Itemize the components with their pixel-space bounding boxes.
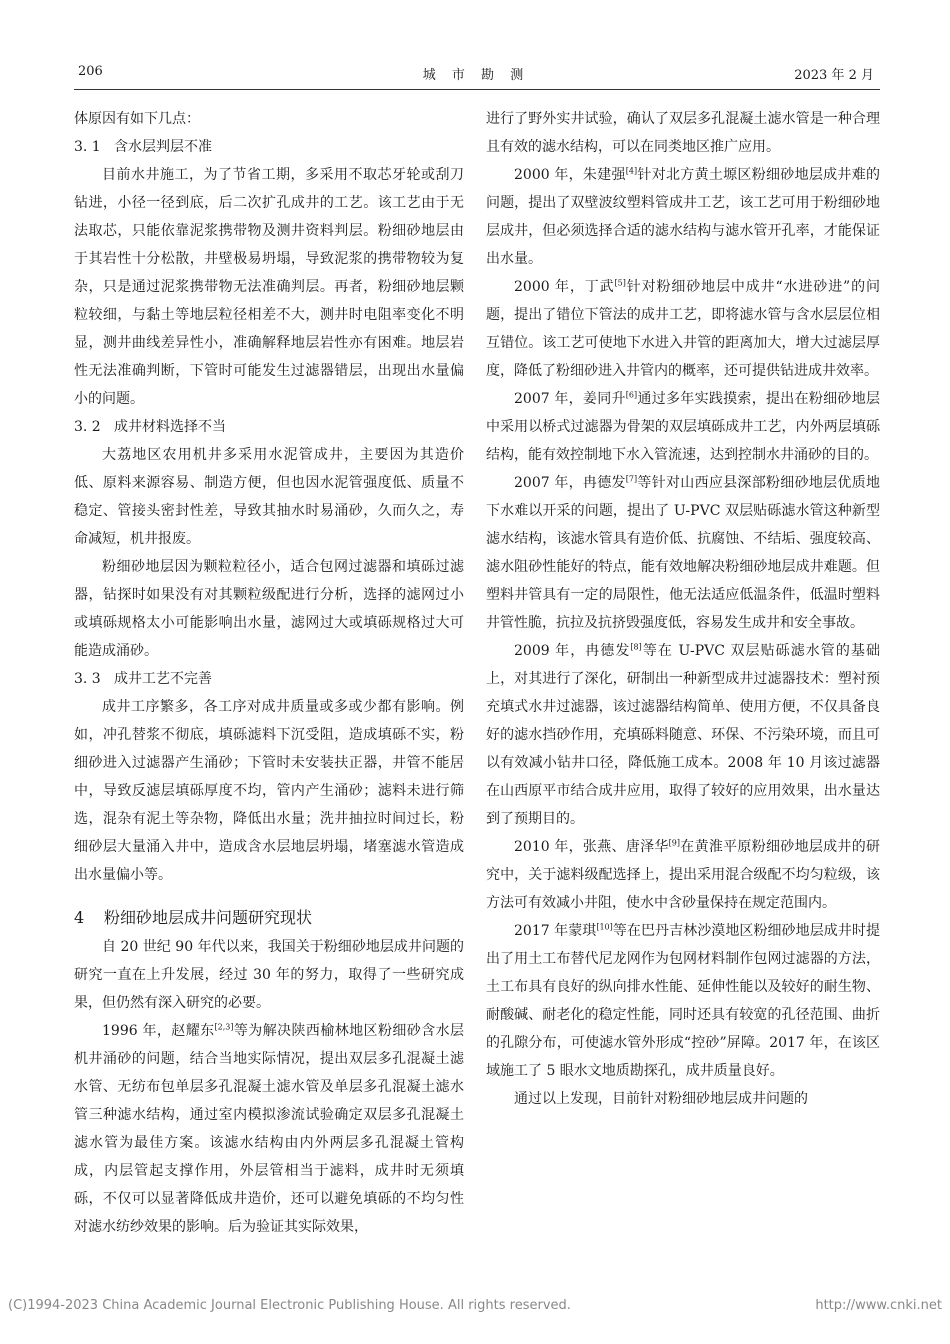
paragraph-lead: 1996 年，赵耀东 <box>102 1023 215 1039</box>
paragraph <box>74 1017 464 1241</box>
subsection-number: 3. 2 <box>74 419 101 435</box>
paragraph-body: 等在巴丹吉林沙漠地区粉细砂地层成井时提出了用土工布替代尼龙网作为包网材料制作包网过滤器的方法，土工布具有良好的纵向排水性能、延伸性能以及较好的耐生物、耐酸碱、耐老化的稳定性能，同时还具有较宽的孔径范围、曲折的孔隙分布，可使滤水管外形成“控砂”屏障。2017 年，在该区域施工了 5 眼水文地质勘探孔，成井质量良好。 <box>486 923 880 1079</box>
journal-title: 城 市 勘 测 <box>422 68 530 83</box>
subsection-number: 3. 1 <box>74 139 101 155</box>
paragraph: 通过以上发现，目前针对粉细砂地层成井问题的 <box>514 1091 808 1107</box>
citation-ref: [9] <box>668 838 680 848</box>
paragraph <box>486 161 880 273</box>
subsection-heading-3-3 <box>74 665 464 693</box>
paragraph <box>486 385 880 469</box>
paragraph-body: 在黄淮平原粉细砂地层成井的研究中，关于滤料级配选择上，提出采用混合级配不均匀粒级，该方法可有效减小井阻，使水中含砂量保持在规定范围内。 <box>486 839 880 911</box>
section-number: 4 <box>74 908 85 927</box>
paragraph-body: 针对北方黄土塬区粉细砂地层成井难的问题，提出了双壁波纹塑料管成井工艺，该工艺可用于粉细砂地层成井，但必须选择合适的滤水结构与滤水管开孔率，才能保证出水量。 <box>486 167 880 267</box>
subsection-heading-3-2 <box>74 413 464 441</box>
section-title: 粉细砂地层成井问题研究现状 <box>104 908 313 927</box>
paragraph-body: 通过多年实践摸索，提出在粉细砂地层中采用以桥式过滤器为骨架的双层填砾成井工艺，内外两层填砾结构，能有效控制地下水入管流速，达到控制水井涌砂的目的。 <box>486 391 880 463</box>
section-heading-4 <box>74 903 464 933</box>
paragraph: 粉细砂地层因为颗粒粒径小，适合包网过滤器和填砾过滤器，钻探时如果没有对其颗粒级配进行分析，选择的滤网过小或填砾规格太小可能影响出水量，滤网过大或填砾规格过大可能造成涌砂。 <box>74 559 464 659</box>
page-header <box>78 64 874 86</box>
paragraph <box>486 273 880 385</box>
paragraph-body: 等针对山西应县深部粉细砂地层优质地下水难以开采的问题，提出了 U-PVC 双层贴砾滤水管这种新型滤水结构，该滤水管具有造价低、抗腐蚀、不结垢、强度较高、滤水阻砂性能好的特点，能有效地解决粉细砂地层成井难题。但塑料井管具有一定的局限性，他无法适应低温条件，低温时塑料井管性脆，抗拉及抗挤毁强度低，容易发生成井和安全事故。 <box>486 475 880 631</box>
page-number: 206 <box>78 64 103 79</box>
copyright-notice: (C)1994-2023 China Academic Journal Electronic Publishing House. All rights reserved. <box>8 1298 571 1313</box>
paragraph: 进行了野外实井试验，确认了双层多孔混凝土滤水管是一种合理且有效的滤水结构，可以在同类地区推广应用。 <box>486 111 880 155</box>
paragraph: 大荔地区农用机井多采用水泥管成井，主要因为其造价低、原料来源容易、制造方便，但也因水泥管强度低、质量不稳定、管接头密封性差，导致其抽水时易涌砂，久而久之，寿命减短，机井报废。 <box>74 447 464 547</box>
paragraph-lead: 2000 年，朱建强 <box>514 167 626 183</box>
header-rule <box>74 89 880 90</box>
citation-ref: [8] <box>630 642 642 652</box>
paragraph-body: 等为解决陕西榆林地区粉细砂含水层机井涌砂的问题，结合当地实际情况，提出双层多孔混凝土滤水管、无纺布包单层多孔混凝土滤水管及单层多孔混凝土滤水管三种滤水结构，通过室内模拟渗流试验确定双层多孔混凝土滤水管为最佳方案。该滤水结构由内外两层多孔混凝土管构成，内层管起支撑作用，外层管相当于滤料，成井时无须填砾，不仅可以显著降低成井造价，还可以避免填砾的不均匀性对滤水纺纱效果的影响。后为验证其实际效果， <box>74 1023 464 1235</box>
left-column <box>74 105 464 1241</box>
citation-ref: [2,3] <box>214 1022 234 1032</box>
paragraph: 体原因有如下几点： <box>74 111 200 127</box>
paragraph-body: 针对粉细砂地层中成井“水进砂进”的问题，提出了错位下管法的成井工艺，即将滤水管与含水层层位相互错位。该工艺可使地下水进入井管的距离加大，增大过滤层厚度，降低了粉细砂进入井管内的概率，还可提供钻进成井效率。 <box>486 279 880 379</box>
paragraph: 目前水井施工，为了节省工期，多采用不取芯牙轮或刮刀钻进，小径一径到底，后二次扩孔成井的工艺。该工艺由于无法取芯，只能依靠泥浆携带物及测井资料判层。粉细砂地层由于其岩性十分松散，井壁极易坍塌，导致泥浆的携带物较为复杂，只是通过泥浆携带物无法准确判层。再者，粉细砂地层颗粒较细，与黏土等地层粒径相差不大，测井时电阻率变化不明显，测井曲线差异性小，准确解释地层岩性亦有困难。地层岩性无法准确判断，下管时可能发生过滤器错层，出现出水量偏小的问题。 <box>74 167 464 407</box>
citation-ref: [5] <box>614 278 626 288</box>
paragraph-lead: 2017 年蒙琪 <box>514 923 597 939</box>
paragraph-lead: 2007 年，姜同升 <box>514 391 626 407</box>
paragraph: 成井工序繁多，各工序对成井质量或多或少都有影响。例如，冲孔替浆不彻底，填砾滤料下沉受阻，造成填砾不实，粉细砂进入过滤器产生涌砂；下管时未安装扶正器，井管不能居中，导致反滤层填砾厚度不均，管内产生涌砂；滤料未进行筛选，混杂有泥土等杂物，降低出水量；洗井抽拉时间过长，粉细砂层大量涌入井中，造成含水层地层坍塌，堵塞滤水管造成出水量偏小等。 <box>74 699 464 883</box>
paragraph <box>486 469 880 637</box>
citation-ref: [7] <box>625 474 638 484</box>
page-footer <box>8 1298 942 1316</box>
paragraph-lead: 2000 年，丁武 <box>514 279 615 295</box>
paragraph-lead: 2009 年，冉德发 <box>514 643 631 659</box>
paragraph <box>486 637 880 833</box>
citation-ref: [6] <box>625 390 638 400</box>
site-url: http://www.cnki.net <box>815 1298 942 1313</box>
paragraph-body: 等在 U-PVC 双层贴砾滤水管的基础上，对其进行了深化，研制出一种新型成井过滤器技术：塑衬预充填式水井过滤器，该过滤器结构简单、使用方便，不仅具备良好的滤水挡砂作用，充填砾料随意、环保、不污染环境，而且可以有效减小钻井口径，降低施工成本。2008 年 10 月该过滤器在山西原平市结合成井应用，取得了较好的应用效果，出水量达到了预期目的。 <box>486 643 880 827</box>
paragraph <box>486 917 880 1085</box>
paragraph-lead: 2007 年，冉德发 <box>514 475 626 491</box>
subsection-heading-3-1 <box>74 133 464 161</box>
paragraph-lead: 2010 年，张燕、唐泽华 <box>514 839 669 855</box>
right-column <box>486 105 880 1113</box>
subsection-title: 成井工艺不完善 <box>114 671 212 687</box>
subsection-number: 3. 3 <box>74 671 101 687</box>
citation-ref: [4] <box>625 166 638 176</box>
paragraph: 自 20 世纪 90 年代以来，我国关于粉细砂地层成井问题的研究一直在上升发展，经过 30 年的努力，取得了一些研究成果，但仍然有深入研究的必要。 <box>74 939 464 1011</box>
subsection-title: 成井材料选择不当 <box>114 419 226 435</box>
issue-date: 2023 年 2 月 <box>794 68 874 83</box>
subsection-title: 含水层判层不准 <box>114 139 212 155</box>
paragraph <box>486 833 880 917</box>
citation-ref: [10] <box>596 922 613 932</box>
